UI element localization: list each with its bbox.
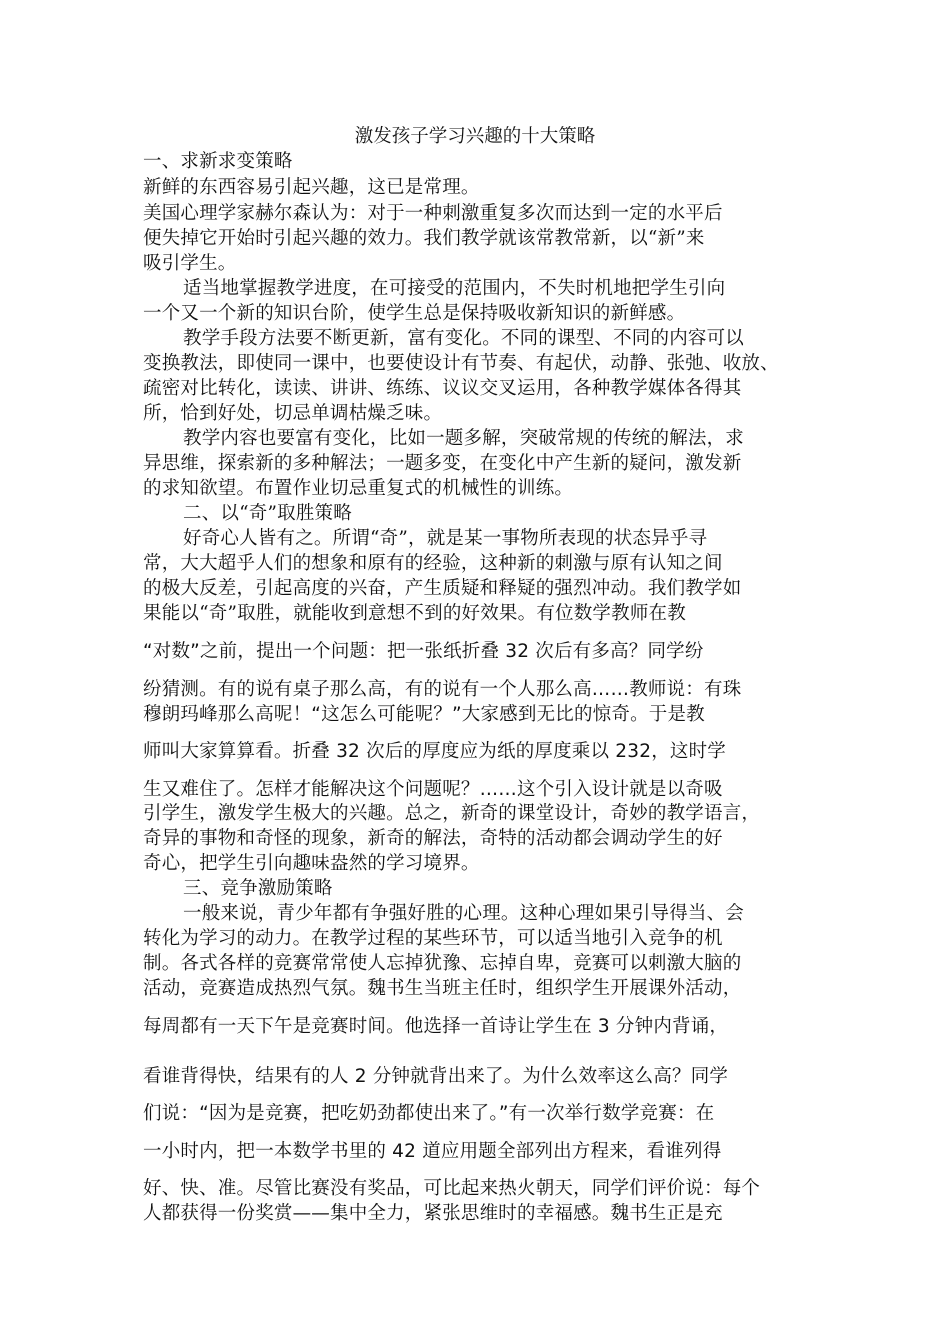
- text-line: “对数”之前，提出一个问题：把一张纸折叠 32 次后有多高？同学纷: [143, 641, 704, 662]
- text-line: 们说：“因为是竞赛，把吃奶劲都使出来了。”有一次举行数学竞赛：在: [143, 1103, 715, 1124]
- text-line: 好奇心人皆有之。所谓“奇”，就是某一事物所表现的状态异乎寻: [183, 528, 708, 549]
- text-line: 所，恰到好处，切忌单调枯燥乏味。: [143, 403, 443, 424]
- text-line: 吸引学生。: [143, 253, 237, 274]
- text-line: 的极大反差，引起高度的兴奋，产生质疑和释疑的强烈冲动。我们教学如: [143, 578, 742, 599]
- text-line: 常，大大超乎人们的想象和原有的经验，这种新的刺激与原有认知之间: [143, 553, 723, 574]
- text-line: 引学生，激发学生极大的兴趣。总之，新奇的课堂设计，奇妙的教学语言，: [143, 803, 761, 824]
- text-line: 的求知欲望。布置作业切忌重复式的机械性的训练。: [143, 478, 574, 499]
- text-line: 穆朗玛峰那么高呢！“这怎么可能呢？”大家感到无比的惊奇。于是教: [143, 704, 705, 725]
- text-line: 奇异的事物和奇怪的现象，新奇的解法，奇特的活动都会调动学生的好: [143, 828, 723, 849]
- text-line: 教学手段方法要不断更新，富有变化。不同的课型、不同的内容可以: [183, 328, 745, 349]
- text-line: 新鲜的东西容易引起兴趣，这已是常理。: [143, 177, 480, 198]
- text-line: 生又难住了。怎样才能解决这个问题呢？……这个引入设计就是以奇吸: [143, 779, 723, 800]
- text-line: 好、快、准。尽管比赛没有奖品，可比起来热火朝天，同学们评价说：每个: [143, 1178, 761, 1199]
- text-line: 一个又一个新的知识台阶，使学生总是保持吸收新知识的新鲜感。: [143, 303, 686, 324]
- text-line: 看谁背得快，结果有的人 2 分钟就背出来了。为什么效率这么高？同学: [143, 1066, 729, 1087]
- text-line: 变换教法，即使同一课中，也要使设计有节奏、有起伏，动静、张弛、收放、: [143, 353, 779, 374]
- text-line: 转化为学习的动力。在教学过程的某些环节，可以适当地引入竞争的机: [143, 928, 723, 949]
- text-line: 异思维，探索新的多种解法；一题多变，在变化中产生新的疑问，激发新: [143, 453, 742, 474]
- section-heading: 二、以“奇”取胜策略: [183, 503, 352, 524]
- section-heading: 三、竞争激励策略: [183, 878, 333, 899]
- section-heading: 一、求新求变策略: [143, 151, 293, 172]
- text-line: 纷猜测。有的说有桌子那么高，有的说有一个人那么高……教师说：有珠: [143, 679, 742, 700]
- text-line: 适当地掌握教学进度，在可接受的范围内，不失时机地把学生引向: [183, 278, 726, 299]
- text-line: 教学内容也要富有变化，比如一题多解，突破常规的传统的解法，求: [183, 428, 745, 449]
- text-line: 疏密对比转化，读读、讲讲、练练、议议交叉运用，各种教学媒体各得其: [143, 378, 742, 399]
- text-line: 一小时内，把一本数学书里的 42 道应用题全部列出方程来，看谁列得: [143, 1141, 722, 1162]
- text-line: 美国心理学家赫尔森认为：对于一种刺激重复多次而达到一定的水平后: [143, 203, 723, 224]
- text-line: 奇心，把学生引向趣味盎然的学习境界。: [143, 853, 480, 874]
- text-line: 便失掉它开始时引起兴趣的效力。我们教学就该常教常新，以“新”来: [143, 228, 705, 249]
- text-line: 果能以“奇”取胜，就能收到意想不到的好效果。有位数学教师在教: [143, 603, 686, 624]
- text-line: 师叫大家算算看。折叠 32 次后的厚度应为纸的厚度乘以 232，这时学: [143, 741, 726, 762]
- text-line: 每周都有一天下午是竞赛时间。他选择一首诗让学生在 3 分钟内背诵，: [143, 1016, 729, 1037]
- text-line: 一般来说，青少年都有争强好胜的心理。这种心理如果引导得当、会: [183, 903, 745, 924]
- text-line: 制。各式各样的竞赛常常使人忘掉犹豫、忘掉自卑，竞赛可以刺激大脑的: [143, 953, 742, 974]
- text-line: 人都获得一份奖赏——集中全力，紧张思维时的幸福感。魏书生正是充: [143, 1203, 723, 1224]
- text-line: 活动，竞赛造成热烈气氛。魏书生当班主任时，组织学生开展课外活动，: [143, 978, 742, 999]
- document-title: 激发孩子学习兴趣的十大策略: [354, 126, 596, 147]
